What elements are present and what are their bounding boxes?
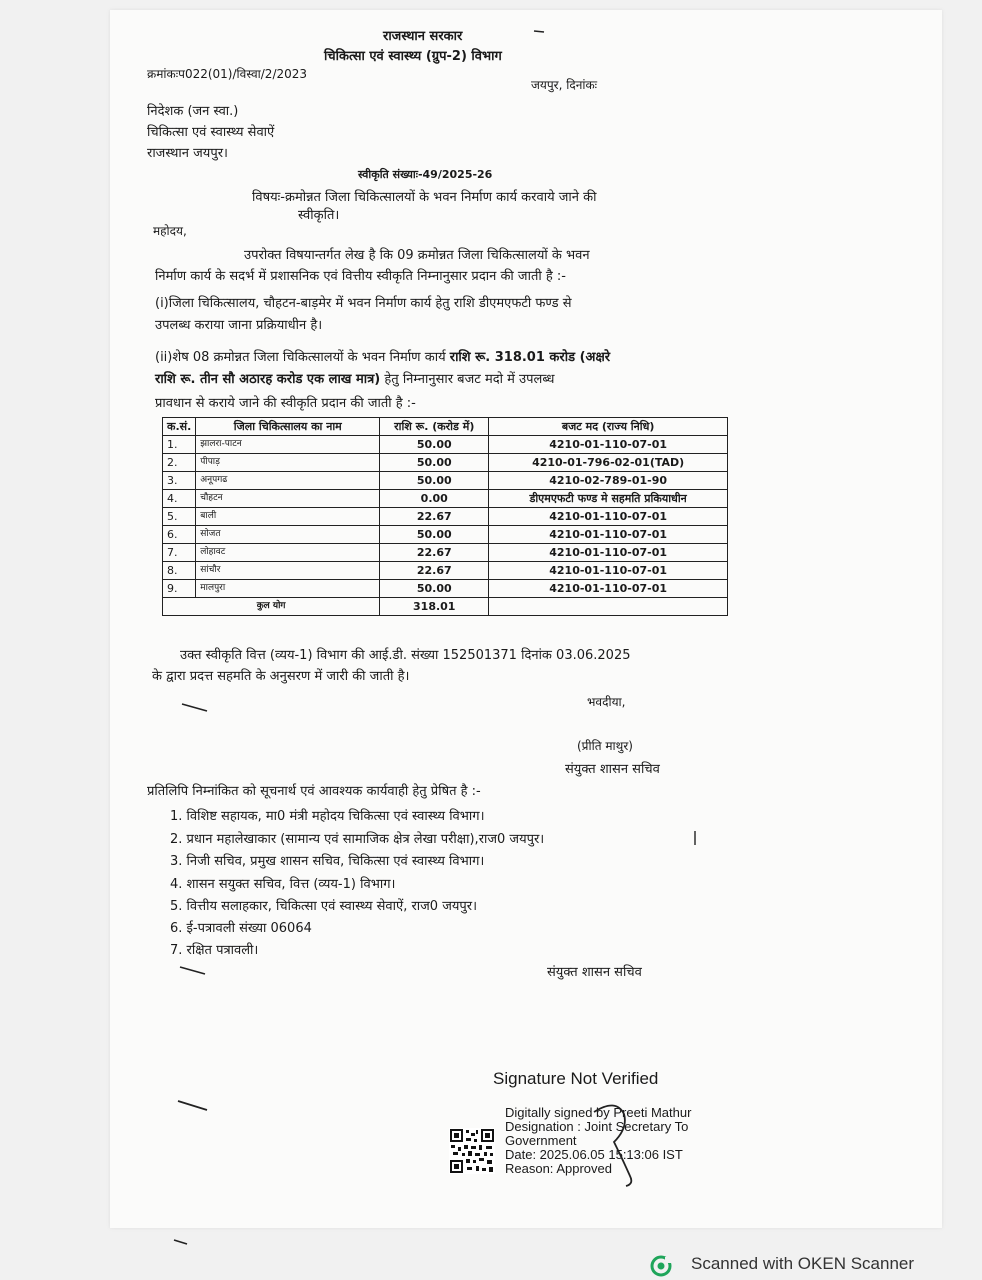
scanner-watermark: Scanned with OKEN Scanner — [691, 1254, 915, 1273]
body-item2-line2 — [155, 369, 554, 387]
table-row — [163, 472, 728, 490]
cell-sn: 5. — [163, 508, 196, 526]
table-row — [163, 454, 728, 472]
salutation: महोदय, — [153, 224, 187, 238]
cell-sn: 1. — [163, 436, 196, 454]
addressee-line-3: राजस्थान जयपुर। — [147, 146, 228, 161]
cell-hospital-name: बाली — [196, 508, 380, 526]
yours-faithfully: भवदीया, — [587, 695, 626, 709]
total-label: कुल योग — [163, 598, 380, 616]
cell-amount: 50.00 — [380, 526, 489, 544]
cell-budget-head: 4210-01-110-07-01 — [489, 436, 728, 454]
subject-line-2: स्वीकृति। — [298, 208, 340, 223]
cell-sn: 3. — [163, 472, 196, 490]
header-budget-head: बजट मद (राज्य निधि) — [489, 418, 728, 436]
qr-code-icon — [449, 1128, 495, 1174]
cell-amount: 50.00 — [380, 454, 489, 472]
cell-sn: 7. — [163, 544, 196, 562]
cell-hospital-name: झालरा-पाटन — [196, 436, 380, 454]
cell-sn: 4. — [163, 490, 196, 508]
body-item1-line1: (i)जिला चिकित्सालय, चौहटन-बाड़मेर में भवन निर्माण कार्य हेतु राशि डीएमएफटी फण्ड से — [155, 296, 572, 311]
cell-hospital-name: सोजत — [196, 526, 380, 544]
table-row — [163, 580, 728, 598]
cell-sn: 6. — [163, 526, 196, 544]
subject-line-1: विषयः-क्रमोन्नत जिला चिकित्सालयों के भवन निर्माण कार्य करवाये जाने की — [252, 190, 597, 205]
header-hospital-name: जिला चिकित्सालय का नाम — [196, 418, 380, 436]
copy-item: 7. रक्षित पत्रावली। — [170, 943, 259, 958]
copy-heading: प्रतिलिपि निम्नांकित को सूचनार्थ एवं आवश्यक कार्यवाही हेतु प्रेषित है :- — [147, 784, 481, 799]
header-sn: क.सं. — [163, 418, 196, 436]
total-budget-empty — [489, 598, 728, 616]
body-item2-line1 — [155, 347, 610, 365]
cell-amount: 50.00 — [380, 472, 489, 490]
signature-line: Reason: Approved — [505, 1161, 612, 1176]
body-para1-line2: निर्माण कार्य के सदर्भ में प्रशासनिक एवं वित्तीय स्वीकृति निम्नानुसार प्रदान की जाती है :- — [155, 269, 566, 284]
signature-line: Digitally signed by Preeti Mathur — [505, 1105, 692, 1120]
addressee-line-2: चिकित्सा एवं स्वास्थ्य सेवाऐं — [147, 125, 275, 140]
reference-number: क्रमांकःप022(01)/विस्वा/2/2023 — [147, 67, 308, 81]
cell-sn: 2. — [163, 454, 196, 472]
cell-budget-head: डीएमएफटी फण्ड मे सहमति प्रकियाधीन — [489, 490, 728, 508]
signatory-name: (प्रीति माथुर) — [577, 739, 633, 753]
pen-mark — [690, 829, 700, 847]
pen-mark — [176, 1097, 210, 1113]
government-heading: राजस्थान सरकार — [383, 29, 463, 44]
table-row — [163, 562, 728, 580]
cell-budget-head: 4210-02-789-01-90 — [489, 472, 728, 490]
copy-item: 1. विशिष्ट सहायक, मा0 मंत्री महोदय चिकित्सा एवं स्वास्थ्य विभाग। — [170, 809, 485, 824]
cell-hospital-name: सांचौर — [196, 562, 380, 580]
signature-check-mark — [586, 1098, 646, 1188]
signature-line: Designation : Joint Secretary To — [505, 1119, 689, 1134]
cell-budget-head: 4210-01-110-07-01 — [489, 544, 728, 562]
cell-amount: 22.67 — [380, 544, 489, 562]
table-header-row — [163, 418, 728, 436]
cell-sn: 8. — [163, 562, 196, 580]
body-item2-line1-a: (ii)शेष 08 क्रमोन्नत जिला चिकित्सालयों के भवन निर्माण कार्य — [155, 350, 446, 365]
copy-item: 6. ई-पत्रावली संख्या 06064 — [170, 921, 312, 936]
closing-line-1: उक्त स्वीकृति वित्त (व्यय-1) विभाग की आई.डी. संख्या 152501371 दिनांक 03.06.2025 — [180, 648, 631, 663]
table-total-row — [163, 598, 728, 616]
cell-amount: 50.00 — [380, 580, 489, 598]
cell-budget-head: 4210-01-110-07-01 — [489, 526, 728, 544]
copy-sign-designation: संयुक्त शासन सचिव — [547, 965, 642, 980]
department-heading: चिकित्सा एवं स्वास्थ्य (ग्रुप-2) विभाग — [324, 49, 502, 64]
body-item1-line2: उपलब्ध कराया जाना प्रक्रियाधीन है। — [155, 318, 323, 333]
copy-item: 5. वित्तीय सलाहकार, चिकित्सा एवं स्वास्थ्य सेवाऐं, राज0 जयपुर। — [170, 899, 478, 914]
scanner-logo-icon — [650, 1255, 672, 1277]
cell-budget-head: 4210-01-110-07-01 — [489, 508, 728, 526]
copy-item: 4. शासन सयुक्त सचिव, वित्त (व्यय-1) विभाग। — [170, 877, 396, 892]
body-item2-line2-a: राशि रू. तीन सौ अठारह करोड एक लाख मात्र) — [155, 372, 381, 387]
cell-hospital-name: लोहावट — [196, 544, 380, 562]
table-row — [163, 544, 728, 562]
cell-budget-head: 4210-01-110-07-01 — [489, 562, 728, 580]
cell-amount: 22.67 — [380, 508, 489, 526]
cell-hospital-name: मालपुरा — [196, 580, 380, 598]
copy-item: 2. प्रधान महालेखाकार (सामान्य एवं सामाजिक क्षेत्र लेखा परीक्षा),राज0 जयपुर। — [170, 832, 545, 847]
cell-hospital-name: अनूपगढ — [196, 472, 380, 490]
signatory-designation: संयुक्त शासन सचिव — [565, 762, 660, 777]
body-para1-line1: उपरोक्त विषयान्तर्गत लेख है कि 09 क्रमोन्नत जिला चिकित्सालयों के भवन — [244, 248, 590, 263]
total-amount: 318.01 — [380, 598, 489, 616]
closing-line-2: के द्वारा प्रदत्त सहमति के अनुसरण में जारी की जाती है। — [152, 669, 410, 684]
cell-budget-head: 4210-01-110-07-01 — [489, 580, 728, 598]
table-row — [163, 508, 728, 526]
cell-amount: 22.67 — [380, 562, 489, 580]
table-row — [163, 526, 728, 544]
header-amount: राशि रू. (करोड में) — [380, 418, 489, 436]
table-row — [163, 436, 728, 454]
pen-mark — [532, 28, 546, 36]
pen-mark — [180, 700, 210, 714]
pen-mark — [178, 963, 208, 977]
cell-budget-head: 4210-01-796-02-01(TAD) — [489, 454, 728, 472]
body-item2-line2-b: हेतु निम्नानुसार बजट मदो में उपलब्ध — [384, 372, 555, 387]
cell-amount: 50.00 — [380, 436, 489, 454]
signature-line: Government — [505, 1133, 577, 1148]
signature-status: Signature Not Verified — [493, 1069, 659, 1088]
cell-sn: 9. — [163, 580, 196, 598]
addressee-line-1: निदेशक (जन स्वा.) — [147, 104, 239, 119]
table-row — [163, 490, 728, 508]
cell-hospital-name: चौहटन — [196, 490, 380, 508]
cell-hospital-name: पीपाड़ — [196, 454, 380, 472]
place-date: जयपुर, दिनांकः — [531, 78, 598, 92]
signature-line: Date: 2025.06.05 15:13:06 IST — [505, 1147, 683, 1162]
sanction-number: स्वीकृति संख्याः-49/2025-26 — [358, 168, 493, 181]
cell-amount: 0.00 — [380, 490, 489, 508]
body-item2-line1-b: राशि रू. 318.01 करोड (अक्षरे — [449, 350, 611, 365]
sanction-table — [162, 417, 728, 616]
pen-mark — [172, 1237, 190, 1247]
body-item2-line3: प्रावधान से कराये जाने की स्वीकृति प्रदान की जाती है :- — [155, 396, 416, 411]
copy-item: 3. निजी सचिव, प्रमुख शासन सचिव, चिकित्सा एवं स्वास्थ्य विभाग। — [170, 854, 485, 869]
